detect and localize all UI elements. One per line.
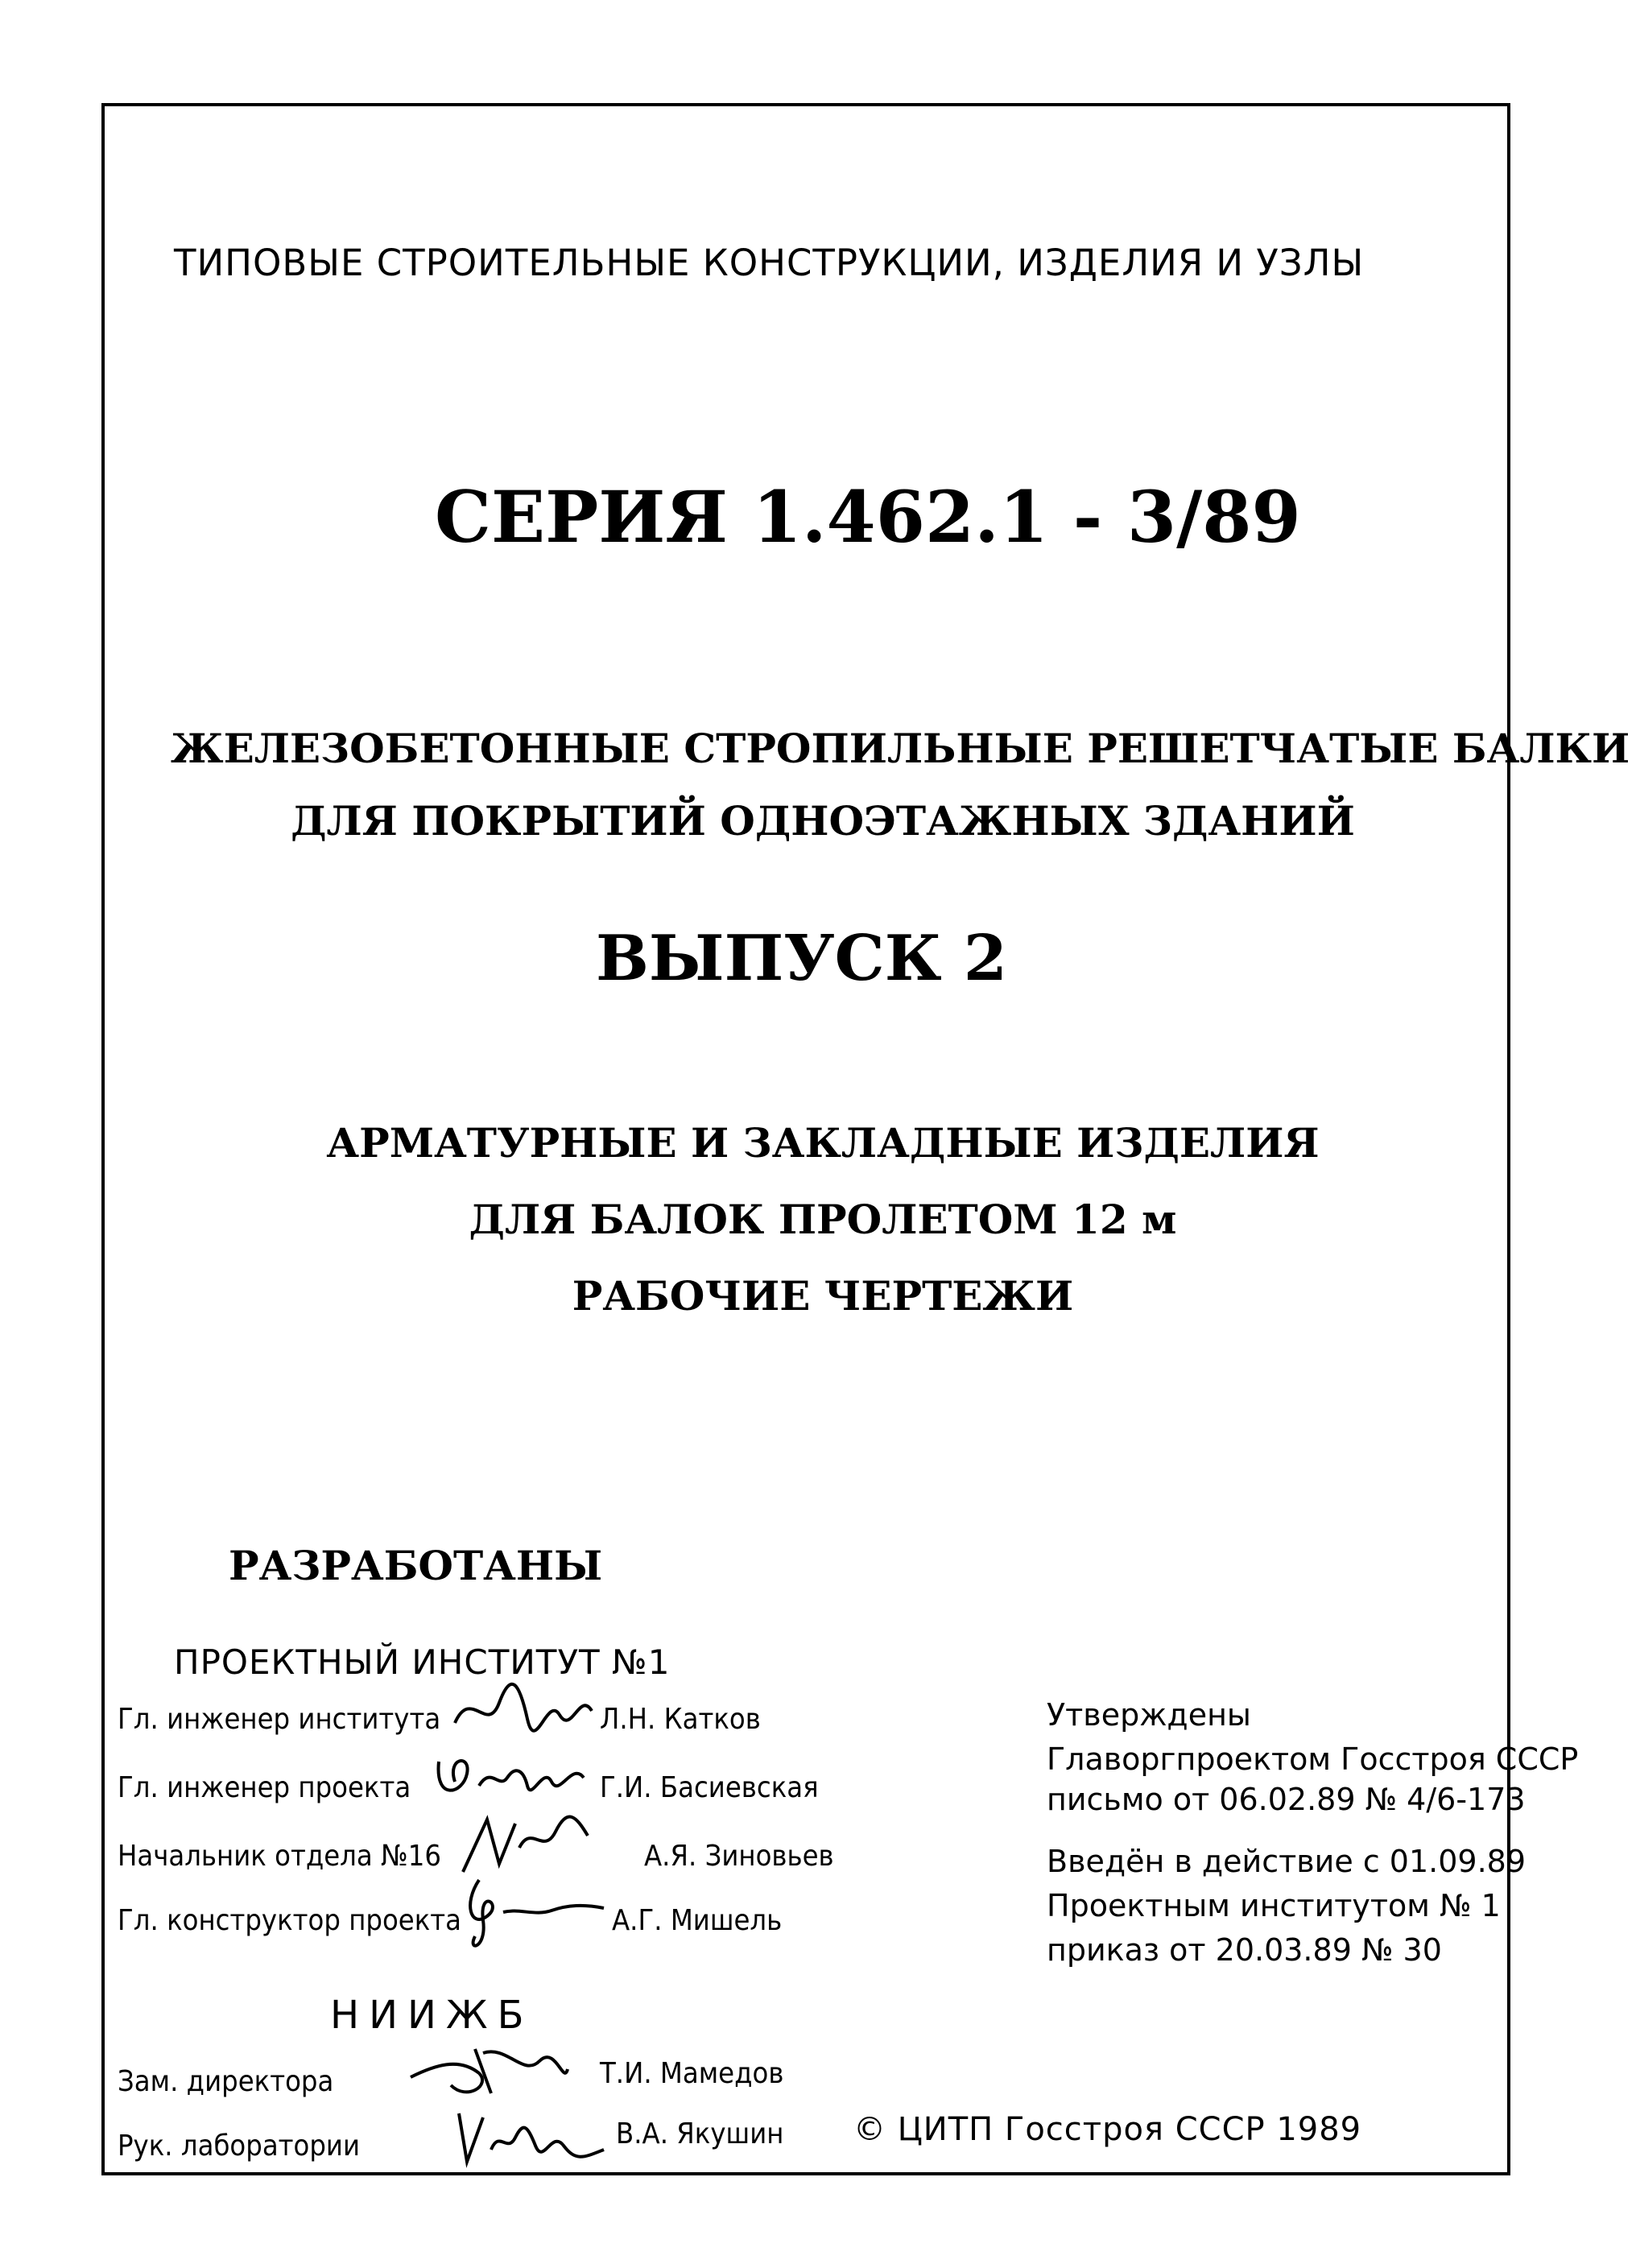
subtitle-line-1: АРМАТУРНЫЕ И ЗАКЛАДНЫЕ ИЗДЕЛИЯ bbox=[326, 1119, 1320, 1167]
subtitle-line-2: ДЛЯ БАЛОК ПРОЛЕТОМ 12 м bbox=[469, 1196, 1177, 1243]
approved-label: Утверждены bbox=[1047, 1697, 1251, 1733]
signature-3 bbox=[455, 1807, 592, 1880]
subtitle-line-3: РАБОЧИЕ ЧЕРТЕЖИ bbox=[572, 1272, 1074, 1320]
staff-role: Начальник отдела №16 bbox=[118, 1840, 441, 1873]
signature-2 bbox=[431, 1745, 592, 1810]
approved-by: Главоргпроектом Госстроя СССР bbox=[1047, 1741, 1579, 1777]
developed-heading: РАЗРАБОТАНЫ bbox=[229, 1542, 603, 1589]
staff-role: Зам. директора bbox=[118, 2065, 334, 2098]
staff-name: В.А. Якушин bbox=[616, 2117, 784, 2150]
staff-name: А.Я. Зиновьев bbox=[644, 1840, 834, 1873]
issue-number: ВЫПУСК 2 bbox=[596, 922, 1008, 995]
staff-name: Л.Н. Катков bbox=[600, 1703, 761, 1736]
approved-letter: письмо от 06.02.89 № 4/6-173 bbox=[1047, 1782, 1526, 1817]
signature-6 bbox=[447, 2101, 608, 2170]
niizhb-label: НИИЖБ bbox=[330, 1993, 534, 2038]
staff-name: А.Г. Мишель bbox=[612, 1904, 783, 1937]
document-title-line-1: ЖЕЛЕЗОБЕТОННЫЕ СТРОПИЛЬНЫЕ РЕШЕТЧАТЫЕ БАЛКИ bbox=[171, 725, 1630, 772]
series-number: СЕРИЯ 1.462.1 - 3/89 bbox=[435, 475, 1301, 559]
signature-5 bbox=[403, 2037, 572, 2109]
staff-name: Т.И. Мамедов bbox=[600, 2057, 784, 2090]
signature-4 bbox=[455, 1872, 608, 1960]
effective-order: приказ от 20.03.89 № 30 bbox=[1047, 1932, 1442, 1968]
staff-name: Г.И. Басиевская bbox=[600, 1771, 819, 1804]
staff-role: Гл. инженер института bbox=[118, 1703, 441, 1736]
signature-1 bbox=[451, 1679, 596, 1743]
document-title-line-2: ДЛЯ ПОКРЫТИЙ ОДНОЭТАЖНЫХ ЗДАНИЙ bbox=[291, 797, 1355, 845]
effective-by: Проектным институтом № 1 bbox=[1047, 1888, 1501, 1923]
copyright-line: © ЦИТП Госстроя СССР 1989 bbox=[853, 2111, 1362, 2148]
staff-role: Гл. конструктор проекта bbox=[118, 1904, 462, 1937]
staff-role: Гл. инженер проекта bbox=[118, 1771, 411, 1804]
series-header: ТИПОВЫЕ СТРОИТЕЛЬНЫЕ КОНСТРУКЦИИ, ИЗДЕЛИЯ И УЗЛЫ bbox=[174, 242, 1365, 284]
institute-name: ПРОЕКТНЫЙ ИНСТИТУТ №1 bbox=[174, 1642, 671, 1682]
staff-role: Рук. лаборатории bbox=[118, 2130, 361, 2163]
effective-date: Введён в действие с 01.09.89 bbox=[1047, 1844, 1527, 1879]
